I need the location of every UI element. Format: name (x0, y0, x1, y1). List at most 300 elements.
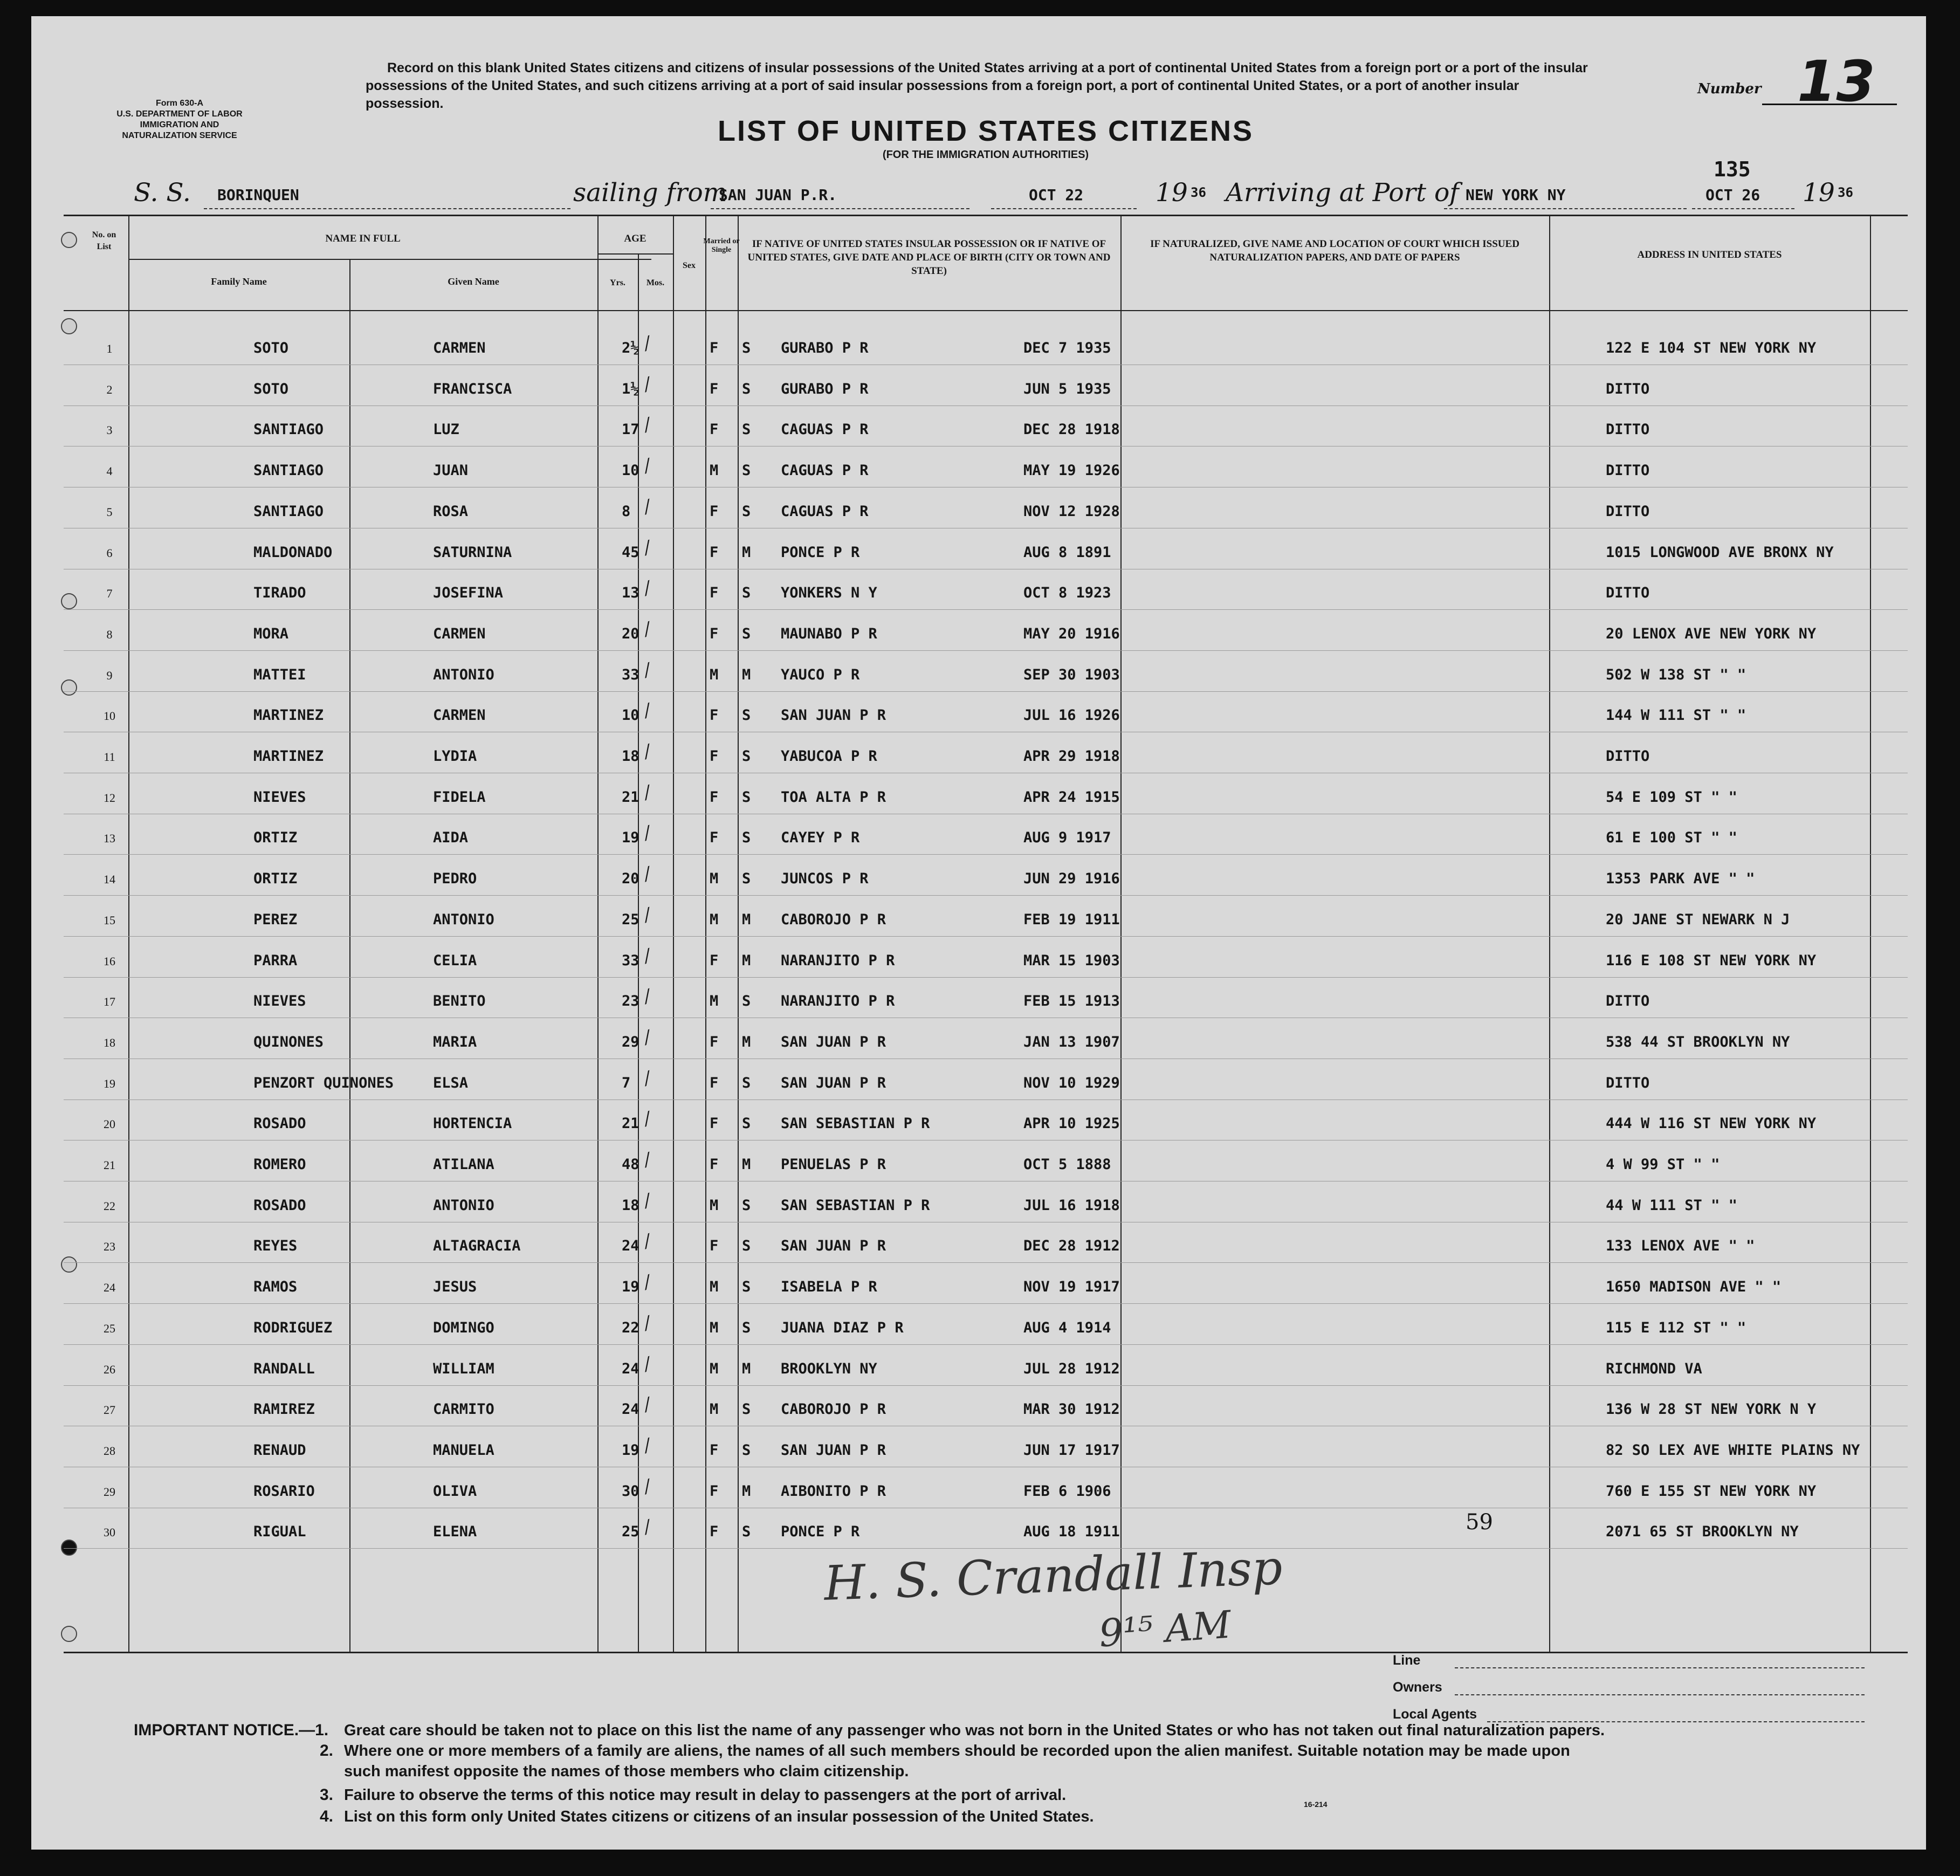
address: 133 LENOX AVE " " (1606, 1238, 1755, 1255)
line-label: Line (1393, 1653, 1421, 1668)
age-years: 18 (622, 1197, 639, 1214)
row-number: 20 (104, 1117, 115, 1131)
address: DITTO (1606, 993, 1650, 1010)
notice-item-1: Great care should be taken not to place on this list the name of any passenger who was not born in the United States or who has not taken out final naturalization papers. (344, 1722, 1605, 1739)
header-mos: Mos. (646, 278, 665, 287)
row-number: 29 (104, 1485, 115, 1499)
sex: F (710, 1441, 719, 1459)
given-name: OLIVA (433, 1482, 477, 1500)
header-given-name: Given Name (448, 276, 499, 287)
marital-status: S (742, 1115, 751, 1132)
table-row (64, 1224, 1908, 1263)
marital-status: S (742, 748, 751, 765)
given-name: AIDA (433, 829, 469, 847)
age-years: 20 (622, 625, 639, 642)
family-name: TIRADO (253, 585, 306, 602)
table-row (64, 1305, 1908, 1345)
age-years: 33 (622, 666, 639, 683)
marital-status: S (742, 829, 751, 847)
header-married-single: Married or Single (703, 237, 740, 254)
marital-status: S (742, 1074, 751, 1091)
table-row (64, 1509, 1908, 1549)
address: 2071 65 ST BROOKLYN NY (1606, 1523, 1799, 1541)
sex: F (710, 340, 719, 356)
check-mark-icon: ⁄ (642, 1109, 653, 1131)
age-years: 19 (622, 1441, 639, 1459)
header-age: AGE (624, 233, 647, 244)
table-row (64, 1020, 1908, 1059)
table-top-rule (64, 215, 1908, 216)
sex: F (710, 1238, 719, 1255)
table-row (64, 448, 1908, 487)
birth-date: AUG 4 1914 (1023, 1319, 1111, 1336)
birth-date: MAR 30 1912 (1023, 1401, 1120, 1418)
given-name: ANTONIO (433, 1197, 494, 1214)
birth-place: SAN JUAN P R (781, 1441, 886, 1459)
check-mark-icon: ⁄ (642, 456, 653, 477)
age-years: 17 (622, 421, 639, 438)
sex: F (710, 544, 719, 561)
table-row (64, 693, 1908, 732)
age-years: 1½ (622, 380, 639, 397)
page-title: LIST OF UNITED STATES CITIZENS (718, 115, 1254, 147)
header-yrs: Yrs. (610, 278, 625, 287)
marital-status: S (742, 1238, 751, 1255)
birth-date: JAN 13 1907 (1023, 1033, 1120, 1050)
header-naturalized: IF NATURALIZED, GIVE NAME AND LOCATION OF COURT WHICH ISSUED NATURALIZATION PAPERS, AND DATE OF PAPERS (1150, 238, 1519, 263)
table-row (64, 938, 1908, 978)
age-years: 24 (622, 1238, 639, 1255)
arrival-port: NEW YORK NY (1466, 186, 1566, 204)
check-mark-icon: ⁄ (642, 619, 653, 641)
table-row (64, 775, 1908, 814)
family-name: MARTINEZ (253, 707, 324, 724)
row-number: 16 (104, 954, 115, 968)
form-instructions: Record on this blank United States citizens and citizens of insular possessions of the United States arriving at a port of continental United States from a foreign port or a port of the insular possessions of the United States, and such citizens arriving at a port of said insular possessions from a foreign port, a port of continental United States, or a port of another insular possession. (366, 60, 1588, 111)
line-field-rule (1455, 1667, 1865, 1668)
sex: M (710, 1319, 719, 1336)
address: 760 E 155 ST NEW YORK NY (1606, 1482, 1817, 1500)
family-name: MORA (253, 625, 289, 642)
birth-date: DEC 7 1935 (1023, 340, 1111, 356)
check-mark-icon: ⁄ (642, 1517, 653, 1539)
birth-date: FEB 19 1911 (1023, 911, 1120, 928)
address: DITTO (1606, 585, 1650, 602)
marital-status: S (742, 1197, 751, 1214)
age-years: 8 (622, 503, 631, 520)
address: 61 E 100 ST " " (1606, 829, 1737, 847)
arrival-date-line (1692, 208, 1794, 209)
family-name: ROMERO (253, 1156, 306, 1173)
sex: M (710, 1197, 719, 1214)
family-name: MARTINEZ (253, 748, 324, 765)
given-name: MARIA (433, 1033, 477, 1050)
sex: F (710, 585, 719, 602)
address: 20 JANE ST NEWARK N J (1606, 911, 1790, 928)
marital-status: S (742, 585, 751, 602)
number-label: Number (1697, 81, 1762, 97)
ship-name: BORINQUEN (217, 186, 299, 204)
marital-status: M (742, 952, 751, 969)
check-mark-icon: ⁄ (642, 333, 653, 355)
notice-item-4-number: 4. (320, 1808, 334, 1825)
birth-place: PONCE P R (781, 544, 860, 561)
address: 444 W 116 ST NEW YORK NY (1606, 1115, 1817, 1132)
age-years: 45 (622, 544, 639, 561)
row-number: 1 (106, 342, 113, 355)
birth-place: ISABELA P R (781, 1279, 877, 1296)
family-name: ROSADO (253, 1115, 306, 1132)
birth-place: SAN SEBASTIAN P R (781, 1197, 930, 1214)
address: DITTO (1606, 1074, 1650, 1091)
age-years: 7 (622, 1074, 631, 1091)
row-number: 7 (106, 587, 113, 601)
birth-date: AUG 18 1911 (1023, 1523, 1120, 1541)
row-number: 25 (104, 1321, 115, 1335)
family-name: QUINONES (253, 1033, 324, 1050)
address: DITTO (1606, 462, 1650, 479)
inspector-signature: H. S. Crandall Insp (823, 1540, 1283, 1611)
address: 115 E 112 ST " " (1606, 1319, 1746, 1336)
address: RICHMOND VA (1606, 1360, 1702, 1377)
notice-item-2b: such manifest opposite the names of those members who claim citizenship. (344, 1763, 909, 1780)
notice-item-2-number: 2. (320, 1742, 334, 1760)
check-mark-icon: ⁄ (642, 1313, 653, 1335)
header-birth: IF NATIVE OF UNITED STATES INSULAR POSSESSION OR IF NATIVE OF UNITED STATES, GIVE DATE AND PLACE OF BIRTH (CITY OR TOWN AND STATE) (747, 238, 1111, 277)
marital-status: S (742, 625, 751, 642)
check-mark-icon: ⁄ (642, 659, 653, 682)
notice-item-3-number: 3. (320, 1786, 334, 1804)
marital-status: S (742, 1523, 751, 1541)
table-row (64, 571, 1908, 610)
table-row (64, 734, 1908, 773)
given-name: ANTONIO (433, 666, 494, 683)
row-number: 21 (104, 1158, 115, 1172)
given-name: PEDRO (433, 870, 477, 888)
table-row (64, 652, 1908, 692)
family-name: ROSARIO (253, 1482, 315, 1500)
marital-status: S (742, 1319, 751, 1336)
sex: F (710, 1156, 719, 1173)
row-number: 13 (104, 832, 115, 846)
header-family-name: Family Name (211, 276, 267, 287)
given-name: ELENA (433, 1523, 477, 1541)
department-name: U.S. DEPARTMENT OF LABOR (116, 109, 243, 119)
birth-place: CABOROJO P R (781, 911, 886, 928)
table-row (64, 1183, 1908, 1222)
age-years: 21 (622, 788, 639, 806)
birth-date: OCT 8 1923 (1023, 585, 1111, 602)
given-name: DOMINGO (433, 1319, 494, 1336)
family-name: RODRIGUEZ (253, 1319, 333, 1336)
check-mark-icon: ⁄ (642, 700, 653, 723)
birth-place: CAGUAS P R (781, 421, 869, 438)
row-number: 9 (106, 668, 113, 682)
name-subheader-rule (128, 259, 651, 260)
birth-date: APR 29 1918 (1023, 748, 1120, 765)
marital-status: S (742, 993, 751, 1010)
birth-place: GURABO P R (781, 340, 869, 356)
address: 1015 LONGWOOD AVE BRONX NY (1606, 544, 1834, 561)
check-mark-icon: ⁄ (642, 864, 653, 885)
family-name: SANTIAGO (253, 462, 324, 479)
birth-date: JUL 16 1926 (1023, 707, 1120, 724)
header-no-on-list: No. on List (92, 230, 116, 251)
row-number: 6 (106, 546, 113, 560)
age-years: 19 (622, 1279, 639, 1296)
family-name: REYES (253, 1238, 298, 1255)
table-row (64, 815, 1908, 855)
birth-date: JUL 28 1912 (1023, 1360, 1120, 1377)
check-mark-icon: ⁄ (642, 1190, 653, 1212)
sex: F (710, 1482, 719, 1500)
family-name: SOTO (253, 380, 289, 397)
birth-place: JUNCOS P R (781, 870, 869, 888)
age-years: 13 (622, 585, 639, 602)
birth-place: NARANJITO P R (781, 952, 895, 969)
family-name: PARRA (253, 952, 298, 969)
sex: F (710, 788, 719, 806)
age-subheader-rule (597, 253, 673, 255)
table-row (64, 1428, 1908, 1467)
birth-date: AUG 8 1891 (1023, 544, 1111, 561)
row-number: 28 (104, 1444, 115, 1458)
notice-item-2a: Where one or more members of a family are aliens, the names of all such members should be recorded upon the alien manifest. Suitable notation may be made upon (344, 1742, 1570, 1760)
check-mark-icon: ⁄ (642, 1272, 653, 1294)
check-mark-icon: ⁄ (642, 782, 653, 804)
sex: F (710, 503, 719, 520)
birth-date: APR 24 1915 (1023, 788, 1120, 806)
table-row (64, 1101, 1908, 1140)
family-name: RENAUD (253, 1441, 306, 1459)
sex: F (710, 707, 719, 724)
row-number: 14 (104, 872, 115, 887)
manifest-page (31, 16, 1926, 1850)
sex: F (710, 748, 719, 765)
from-port: SAN JUAN P.R. (719, 186, 837, 204)
row-number: 4 (106, 464, 113, 478)
given-name: ALTAGRACIA (433, 1238, 521, 1255)
age-years: 48 (622, 1156, 639, 1173)
birth-date: OCT 5 1888 (1023, 1156, 1111, 1173)
birth-place: SAN JUAN P R (781, 1238, 886, 1255)
address: DITTO (1606, 748, 1650, 765)
table-row (64, 1387, 1908, 1426)
family-name: RAMIREZ (253, 1401, 315, 1418)
arrival-year-prefix: 19 (1803, 178, 1835, 208)
row-number: 30 (104, 1525, 115, 1540)
binder-hole (61, 1626, 77, 1642)
sex: M (710, 911, 719, 928)
depart-date: OCT 22 (1029, 186, 1084, 204)
birth-place: BROOKLYN NY (781, 1360, 877, 1377)
check-mark-icon: ⁄ (642, 497, 653, 518)
check-mark-icon: ⁄ (642, 374, 653, 396)
sex: M (710, 993, 719, 1010)
binder-hole (61, 232, 77, 248)
table-row (64, 1061, 1908, 1100)
marital-status: M (742, 666, 751, 683)
depart-year: 36 (1191, 185, 1206, 200)
table-row (64, 1346, 1908, 1386)
given-name: HORTENCIA (433, 1115, 512, 1132)
birth-place: MAUNABO P R (781, 625, 877, 642)
table-row (64, 489, 1908, 528)
birth-place: CAYEY P R (781, 829, 860, 847)
family-name: NIEVES (253, 993, 306, 1010)
age-years: 22 (622, 1319, 639, 1336)
family-name: RAMOS (253, 1279, 298, 1296)
given-name: CARMEN (433, 340, 486, 356)
sex: F (710, 421, 719, 438)
check-mark-icon: ⁄ (642, 1394, 653, 1416)
address: 538 44 ST BROOKLYN NY (1606, 1033, 1790, 1050)
sailing-from-label: sailing from (573, 178, 727, 208)
check-mark-icon: ⁄ (642, 415, 653, 437)
birth-date: NOV 10 1929 (1023, 1074, 1120, 1091)
check-mark-icon: ⁄ (642, 1068, 653, 1090)
age-years: 25 (622, 1523, 639, 1541)
table-row (64, 1469, 1908, 1508)
sex: F (710, 1115, 719, 1132)
marital-status: S (742, 1279, 751, 1296)
depart-date-line (991, 208, 1137, 209)
sex: F (710, 952, 719, 969)
arrival-port-line (1444, 208, 1687, 209)
birth-place: SAN JUAN P R (781, 1074, 886, 1091)
header-bottom-rule (64, 310, 1908, 311)
given-name: ROSA (433, 503, 469, 520)
address: DITTO (1606, 421, 1650, 438)
table-row (64, 530, 1908, 569)
given-name: FIDELA (433, 788, 486, 806)
age-years: 33 (622, 952, 639, 969)
birth-place: CABOROJO P R (781, 1401, 886, 1418)
marital-status: S (742, 380, 751, 397)
sex: M (710, 870, 719, 888)
given-name: ATILANA (433, 1156, 494, 1173)
family-name: SANTIAGO (253, 421, 324, 438)
marital-status: S (742, 340, 751, 356)
birth-place: SAN SEBASTIAN P R (781, 1115, 930, 1132)
age-years: 2½ (622, 340, 639, 356)
family-name: ROSADO (253, 1197, 306, 1214)
birth-place: TOA ALTA P R (781, 788, 886, 806)
table-row (64, 611, 1908, 651)
row-number: 10 (104, 709, 115, 723)
birth-date: MAY 20 1916 (1023, 625, 1120, 642)
family-name: ORTIZ (253, 829, 298, 847)
address: 82 SO LEX AVE WHITE PLAINS NY (1606, 1441, 1860, 1459)
row-number: 2 (106, 382, 113, 396)
marital-status: S (742, 503, 751, 520)
sex: M (710, 666, 719, 683)
local-agents-label: Local Agents (1393, 1707, 1477, 1722)
given-name: SATURNINA (433, 544, 512, 561)
birth-place: PONCE P R (781, 1523, 860, 1541)
birth-date: JUN 17 1917 (1023, 1441, 1120, 1459)
given-name: FRANCISCA (433, 380, 512, 397)
row-number: 27 (104, 1403, 115, 1417)
given-name: JOSEFINA (433, 585, 504, 602)
birth-date: FEB 15 1913 (1023, 993, 1120, 1010)
given-name: MANUELA (433, 1441, 494, 1459)
given-name: LYDIA (433, 748, 477, 765)
family-name: RIGUAL (253, 1523, 306, 1541)
notice-item-3: Failure to observe the terms of this notice may result in delay to passengers at the port of arrival. (344, 1786, 1067, 1804)
row-number: 18 (104, 1035, 115, 1049)
address: 54 E 109 ST " " (1606, 788, 1737, 806)
marital-status: M (742, 1156, 751, 1173)
table-row (64, 407, 1908, 446)
age-years: 23 (622, 993, 639, 1010)
birth-date: NOV 19 1917 (1023, 1279, 1120, 1296)
ship-line (204, 208, 570, 209)
row-number: 11 (104, 750, 115, 764)
row-number: 26 (104, 1362, 115, 1376)
family-name: SOTO (253, 340, 289, 356)
birth-place: SAN JUAN P R (781, 1033, 886, 1050)
arrival-stamp-number: 135 (1714, 157, 1751, 181)
check-mark-icon: ⁄ (642, 823, 653, 845)
age-years: 10 (622, 462, 639, 479)
given-name: JESUS (433, 1279, 477, 1296)
page-count-annotation: 59 (1466, 1510, 1493, 1535)
family-name: NIEVES (253, 788, 306, 806)
age-years: 25 (622, 911, 639, 928)
birth-place: AIBONITO P R (781, 1482, 886, 1500)
row-number: 15 (104, 913, 115, 927)
list-number: 13 (1797, 49, 1875, 114)
page-subtitle: (FOR THE IMMIGRATION AUTHORITIES) (882, 149, 1089, 161)
given-name: CARMITO (433, 1401, 494, 1418)
sex: M (710, 1279, 719, 1296)
age-years: 21 (622, 1115, 639, 1132)
check-mark-icon: ⁄ (642, 1027, 653, 1049)
row-number: 22 (104, 1199, 115, 1213)
birth-place: YONKERS N Y (781, 585, 877, 602)
row-number: 24 (104, 1281, 115, 1295)
table-row (64, 856, 1908, 896)
given-name: WILLIAM (433, 1360, 494, 1377)
check-mark-icon: ⁄ (642, 537, 653, 559)
birth-place: JUANA DIAZ P R (781, 1319, 904, 1336)
birth-place: YABUCOA P R (781, 748, 877, 765)
sex: F (710, 1523, 719, 1541)
row-number: 19 (104, 1076, 115, 1090)
table-row (64, 1142, 1908, 1181)
given-name: ANTONIO (433, 911, 494, 928)
check-mark-icon: ⁄ (642, 1435, 653, 1457)
address: 1650 MADISON AVE " " (1606, 1279, 1782, 1296)
table-bottom-rule (64, 1652, 1908, 1653)
check-mark-icon: ⁄ (642, 1353, 653, 1376)
row-number: 3 (106, 423, 113, 437)
sex: F (710, 1074, 719, 1091)
family-name: RANDALL (253, 1360, 315, 1377)
address: 20 LENOX AVE NEW YORK NY (1606, 625, 1817, 642)
given-name: CARMEN (433, 625, 486, 642)
header-sex: Sex (683, 261, 696, 270)
table-row (64, 367, 1908, 406)
check-mark-icon: ⁄ (642, 741, 653, 763)
age-years: 24 (622, 1401, 639, 1418)
given-name: CARMEN (433, 707, 486, 724)
address: 1353 PARK AVE " " (1606, 870, 1755, 888)
row-number: 12 (104, 791, 115, 805)
service-name-2: NATURALIZATION SERVICE (122, 131, 237, 140)
age-years: 19 (622, 829, 639, 847)
